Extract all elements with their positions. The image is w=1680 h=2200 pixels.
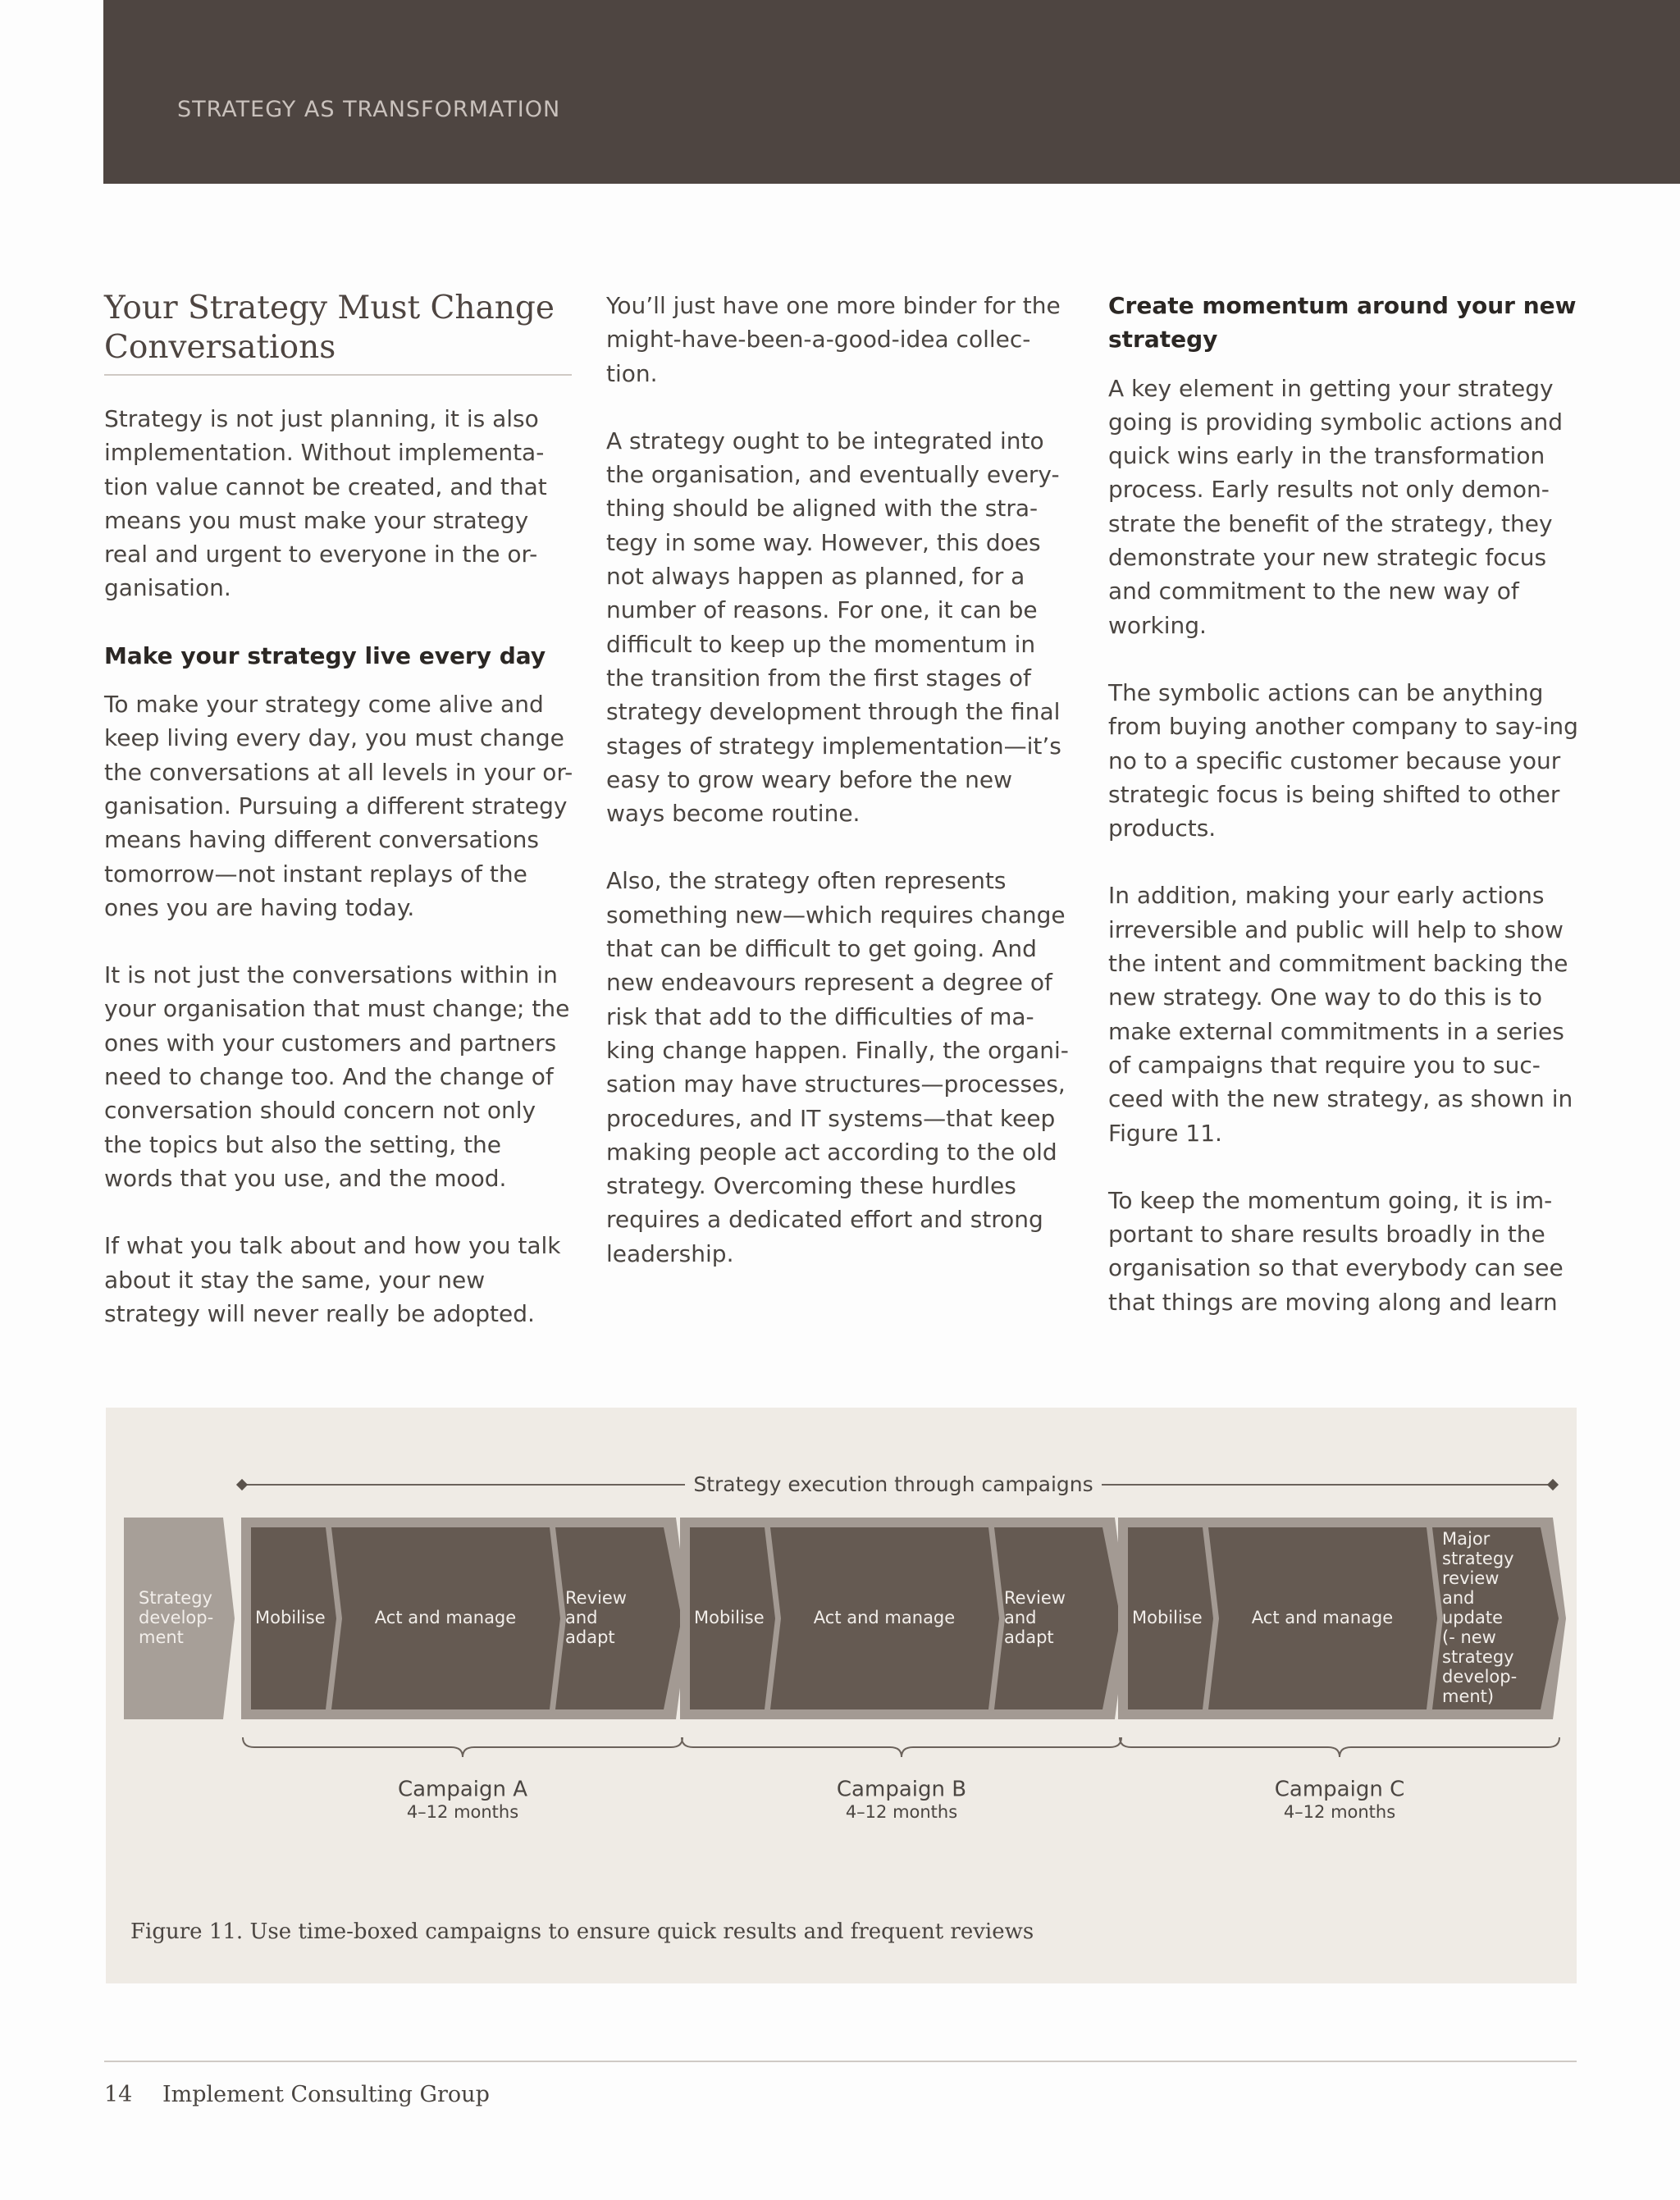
review-label: Review and adapt — [1004, 1588, 1066, 1647]
footer-rule — [104, 2061, 1577, 2062]
strategy-development-label: Strategy develop-ment — [139, 1588, 214, 1647]
footer-org: Implement Consulting Group — [162, 2082, 490, 2107]
paragraph: If what you talk about and how you talk about it stay the same, your new strategy will never really be adopted. — [104, 1232, 561, 1327]
act-manage-label: Act and manage — [813, 1608, 956, 1627]
header-band — [103, 0, 1680, 184]
column-3 — [1108, 289, 1580, 1353]
paragraph: In addition, making your early actions irreversible and public will help to show the intent and commitment backing the new strategy. One way to do this is to make external commitments in a series of campaigns that require you to suc-ceed with the new strategy, as shown in Figure 11. — [1108, 882, 1573, 1147]
column-1 — [104, 289, 576, 1364]
section-title: Your Strategy Must Change Conversations — [104, 289, 572, 376]
banner-arrow-left — [236, 1479, 248, 1490]
figure-11 — [106, 1408, 1577, 1983]
figure-caption: Figure 11. Use time-boxed campaigns to ensure quick results and frequent reviews — [130, 1919, 1034, 1944]
paragraph: A key element in getting your strategy going is providing symbolic actions and quick wins early in the transformation process. Early results not only demon-strate the benefit of the strategy, they demonstrate your new strategic focus and commitment to the new way of working. — [1108, 374, 1564, 639]
subheading: Make your strategy live every day — [104, 641, 546, 669]
page-number: 14 — [104, 2082, 133, 2107]
paragraph: You’ll just have one more binder for the might-have-been-a-good-idea collec-tion. — [606, 292, 1061, 387]
campaign-duration: 4–12 months — [845, 1802, 958, 1822]
running-header: STRATEGY AS TRANSFORMATION — [177, 97, 561, 122]
paragraph: To make your strategy come alive and keep living every day, you must change the conversations at all levels in your or-ganisation. Pursuing a different strategy means having different conversations tomorrow—not instant replays of the ones you are having today. — [104, 691, 573, 921]
campaign-diagram — [106, 1408, 1577, 1900]
campaign-duration: 4–12 months — [1283, 1802, 1396, 1822]
mobilise-label: Mobilise — [694, 1608, 765, 1627]
footer — [104, 2082, 513, 2107]
banner-arrow-right — [1547, 1479, 1559, 1490]
campaign-brace — [682, 1737, 1121, 1757]
paragraph: Strategy is not just planning, it is also implementation. Without implementa-tion value cannot be created, and that means you must make your strategy real and urgent to everyone in the or-ganisation. — [104, 405, 547, 602]
banner-label: Strategy execution through campaigns — [693, 1472, 1093, 1496]
mobilise-label: Mobilise — [255, 1608, 326, 1627]
campaign-name: Campaign A — [397, 1777, 528, 1802]
paragraph: A strategy ought to be integrated into the organisation, and eventually every-thing should be aligned with the stra-tegy in some way. However, this does not always happen as planned, for a number of reasons. For one, it can be difficult to keep up the momentum in the transition from the first stages of strategy development through the final stages of strategy implementation—it’s easy to grow weary before the new ways become routine. — [606, 427, 1061, 828]
campaign-name: Campaign B — [836, 1777, 967, 1802]
paragraph: Also, the strategy often represents something new—which requires change that can be difficult to get going. And new endeavours represent a degree of risk that add to the difficulties of ma-king change happen. Finally, the organi-sation may have structures—processes, procedures, and IT systems—that keep making people act according to the old strategy. Overcoming these hurdles requires a dedicated effort and strong leadership. — [606, 867, 1069, 1267]
major-review-label: Major strategy review and update (- new strategy develop-ment) — [1442, 1529, 1518, 1706]
campaign-brace — [1120, 1737, 1559, 1757]
campaign-brace — [243, 1737, 682, 1757]
act-manage-label: Act and manage — [1251, 1608, 1394, 1627]
paragraph: It is not just the conversations within in your organisation that must change; the ones with your customers and partners need to change too. And the change of conversation should concern not only the topics but also the setting, the words that you use, and the mood. — [104, 961, 570, 1192]
paragraph: To keep the momentum going, it is im-portant to share results broadly in the organisation so that everybody can see that things are moving along and learn — [1108, 1186, 1564, 1316]
campaign-name: Campaign C — [1274, 1777, 1405, 1802]
column-2 — [606, 289, 1078, 1304]
act-manage-label: Act and manage — [374, 1608, 517, 1627]
review-label: Review and adapt — [565, 1588, 627, 1647]
subheading: Create momentum around your new strategy — [1108, 292, 1577, 354]
campaign-duration: 4–12 months — [406, 1802, 519, 1822]
paragraph: The symbolic actions can be anything from buying another company to say-ing no to a specific customer because your strategic focus is being shifted to other products. — [1108, 678, 1578, 842]
mobilise-label: Mobilise — [1132, 1608, 1203, 1627]
